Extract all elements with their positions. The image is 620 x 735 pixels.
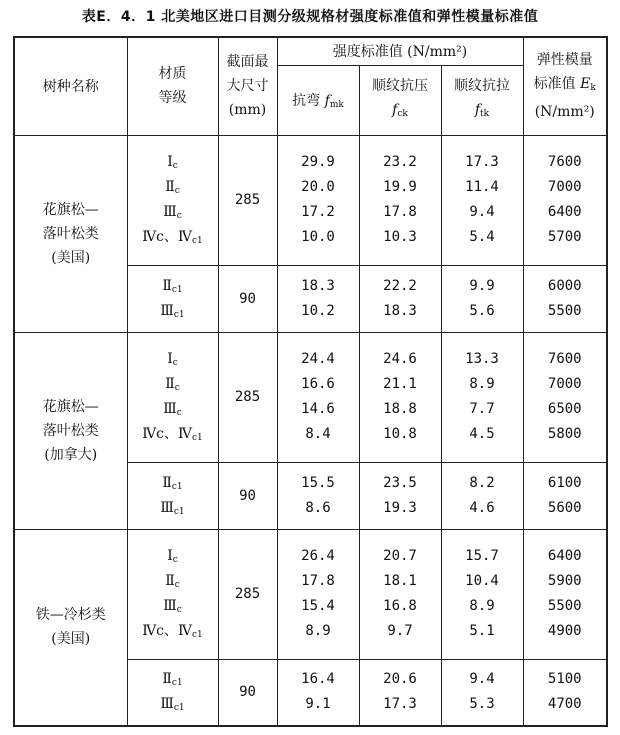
fm-value-cell [277, 529, 359, 659]
grade-label: $Ⅱ_c$ [165, 573, 180, 590]
e-value: 5100 [547, 671, 582, 688]
e-value: 5700 [547, 229, 582, 245]
grade-cell [127, 135, 218, 265]
fm-value: 26.4 [301, 548, 335, 564]
species-name-line: 花旗松— [42, 398, 99, 415]
fc-value: 17.3 [383, 696, 417, 713]
fm-value: 24.4 [301, 351, 335, 367]
table-row [14, 135, 607, 265]
fm-value: 10.2 [301, 302, 335, 319]
fm-value: 8.4 [305, 426, 331, 442]
e-value: 7000 [547, 376, 582, 392]
fm-value: 8.6 [305, 499, 331, 516]
header-size: 截面最 大尺寸 (mm) [218, 37, 277, 135]
e-value-cell [523, 529, 607, 659]
fc-value-cell [359, 529, 441, 659]
grade-label: $Ⅲ_{c1}$ [160, 696, 185, 714]
fc-value: 10.3 [383, 229, 417, 245]
table-body [14, 135, 607, 726]
table-row [14, 529, 607, 659]
grade-cell [127, 265, 218, 332]
species-name-line: (美国) [51, 631, 91, 648]
species-name-line: (加拿大) [44, 446, 98, 463]
grade-label: $Ⅰ_c$ [167, 154, 178, 171]
e-value: 4700 [547, 696, 582, 713]
ft-value: 7.7 [469, 401, 495, 417]
e-value-cell [523, 135, 607, 265]
fm-value: 16.6 [301, 376, 335, 392]
grade-label: $Ⅲ_{c1}$ [160, 302, 185, 320]
fc-value-cell [359, 265, 441, 332]
fm-value: 15.4 [301, 598, 335, 614]
e-value: 5800 [547, 426, 582, 442]
ft-value: 11.4 [465, 179, 499, 195]
section-size-cell: 285 [218, 135, 277, 265]
ft-value: 9.9 [469, 277, 495, 294]
header-strength-group: 强度标准值 (N/mm²) [277, 37, 523, 65]
ft-value: 5.6 [469, 302, 495, 319]
species-name-line: 铁—冷杉类 [35, 607, 106, 624]
e-value: 6400 [547, 548, 582, 564]
e-value: 6500 [547, 401, 582, 417]
section-size-cell: 90 [218, 265, 277, 332]
fc-value: 18.1 [383, 573, 417, 589]
fm-value: 20.0 [301, 179, 335, 195]
species-name-line: 落叶松类 [42, 225, 99, 242]
fc-value-cell [359, 332, 441, 462]
ft-value: 15.7 [465, 548, 499, 564]
grade-label: $Ⅰ_c$ [167, 548, 178, 565]
fm-value: 18.3 [301, 277, 335, 294]
fm-value: 17.8 [301, 573, 335, 589]
e-value: 7600 [547, 154, 582, 170]
grade-label: $Ⅱ_{c1}$ [162, 671, 183, 689]
fm-value: 17.2 [301, 204, 335, 220]
e-value-cell [523, 659, 607, 726]
header-species: 树种名称 [14, 37, 127, 135]
species-name-line: 落叶松类 [42, 422, 99, 439]
fc-value: 17.8 [383, 204, 417, 220]
ft-value: 4.5 [469, 426, 495, 442]
section-size-cell: 90 [218, 659, 277, 726]
ft-value: 8.9 [469, 376, 495, 392]
e-value: 6100 [547, 474, 582, 491]
header-fc: 顺纹抗压 $f_{ck}$ [359, 65, 441, 135]
species-name-cell [14, 135, 127, 332]
e-value: 7000 [547, 179, 582, 195]
strength-table [13, 36, 608, 727]
table-caption: 表E．4．1 北美地区进口目测分级规格材强度标准值和弹性模量标准值 [81, 9, 539, 25]
ft-value: 8.9 [469, 598, 495, 614]
ft-value: 13.3 [465, 351, 499, 367]
e-value: 5500 [547, 302, 582, 319]
e-value: 5900 [547, 573, 582, 589]
grade-label: $Ⅰ_c$ [167, 351, 178, 368]
grade-label: $Ⅲ_{c1}$ [160, 499, 185, 517]
grade-label: $Ⅱ_c$ [165, 376, 180, 393]
grade-label: Ⅳc、$Ⅳ_{c1}$ [142, 229, 203, 246]
fm-value: 8.9 [305, 623, 331, 639]
grade-label: $Ⅲ_c$ [163, 598, 182, 615]
fm-value-cell [277, 135, 359, 265]
section-size-cell: 285 [218, 529, 277, 659]
e-value-cell [523, 332, 607, 462]
ft-value-cell [441, 529, 523, 659]
ft-value: 8.2 [469, 474, 495, 491]
ft-value: 5.1 [469, 623, 495, 639]
fc-value: 19.9 [383, 179, 417, 195]
fc-value-cell [359, 659, 441, 726]
fc-value: 18.3 [383, 302, 417, 319]
header-grade: 材质 等级 [127, 37, 218, 135]
grade-cell [127, 462, 218, 529]
section-size-cell: 90 [218, 462, 277, 529]
grade-label: $Ⅲ_c$ [163, 401, 182, 418]
e-value-cell [523, 462, 607, 529]
fc-value: 9.7 [387, 623, 413, 639]
ft-value: 5.4 [469, 229, 495, 245]
ft-value: 5.3 [469, 696, 495, 713]
grade-label: $Ⅱ_{c1}$ [162, 277, 183, 295]
e-value: 5500 [547, 598, 582, 614]
fc-value: 20.6 [383, 671, 417, 688]
fc-value-cell [359, 462, 441, 529]
fm-value: 29.9 [301, 154, 335, 170]
ft-value-cell [441, 135, 523, 265]
fc-value: 23.2 [383, 154, 417, 170]
e-value: 4900 [547, 623, 582, 639]
header-fm: 抗弯 $f_{mk}$ [277, 65, 359, 135]
e-value: 7600 [547, 351, 582, 367]
ft-value: 9.4 [469, 204, 495, 220]
fm-value-cell [277, 332, 359, 462]
grade-label: $Ⅱ_c$ [165, 179, 180, 196]
grade-label: Ⅳc、$Ⅳ_{c1}$ [142, 426, 203, 443]
species-name-cell [14, 529, 127, 726]
ft-value-cell [441, 462, 523, 529]
ft-value: 4.6 [469, 499, 495, 516]
grade-cell [127, 332, 218, 462]
fm-value-cell [277, 462, 359, 529]
e-value: 6000 [547, 277, 582, 294]
header-ft: 顺纹抗拉 $f_{tk}$ [441, 65, 523, 135]
grade-cell [127, 529, 218, 659]
fc-value: 24.6 [383, 351, 417, 367]
fc-value: 19.3 [383, 499, 417, 516]
ft-value-cell [441, 659, 523, 726]
ft-value: 17.3 [465, 154, 499, 170]
fm-value-cell [277, 659, 359, 726]
species-name-line: 花旗松— [42, 201, 99, 218]
fm-value: 16.4 [301, 671, 335, 688]
fc-value: 18.8 [383, 401, 417, 417]
fc-value: 22.2 [383, 277, 417, 294]
table-header [14, 37, 607, 135]
ft-value: 10.4 [465, 573, 499, 589]
fm-value-cell [277, 265, 359, 332]
species-name-cell [14, 332, 127, 529]
grade-label: $Ⅱ_{c1}$ [162, 474, 183, 492]
fc-value: 21.1 [383, 376, 417, 392]
e-value: 6400 [547, 204, 582, 220]
grade-label: Ⅳc、$Ⅳ_{c1}$ [142, 623, 203, 640]
grade-cell [127, 659, 218, 726]
species-name-line: (美国) [51, 249, 91, 266]
header-modulus: 弹性模量 标准值 $E_k$ (N/mm²) [523, 37, 607, 135]
fm-value: 9.1 [305, 696, 331, 713]
fc-value: 10.8 [383, 426, 417, 442]
table-row [14, 332, 607, 462]
grade-label: $Ⅲ_c$ [163, 204, 182, 221]
fc-value-cell [359, 135, 441, 265]
fm-value: 15.5 [301, 474, 335, 491]
fc-value: 16.8 [383, 598, 417, 614]
section-size-cell: 285 [218, 332, 277, 462]
e-value: 5600 [547, 499, 582, 516]
ft-value-cell [441, 265, 523, 332]
fc-value: 23.5 [383, 474, 417, 491]
fc-value: 20.7 [383, 548, 417, 564]
ft-value: 9.4 [469, 671, 495, 688]
fm-value: 10.0 [301, 229, 335, 245]
fm-value: 14.6 [301, 401, 335, 417]
ft-value-cell [441, 332, 523, 462]
e-value-cell [523, 265, 607, 332]
